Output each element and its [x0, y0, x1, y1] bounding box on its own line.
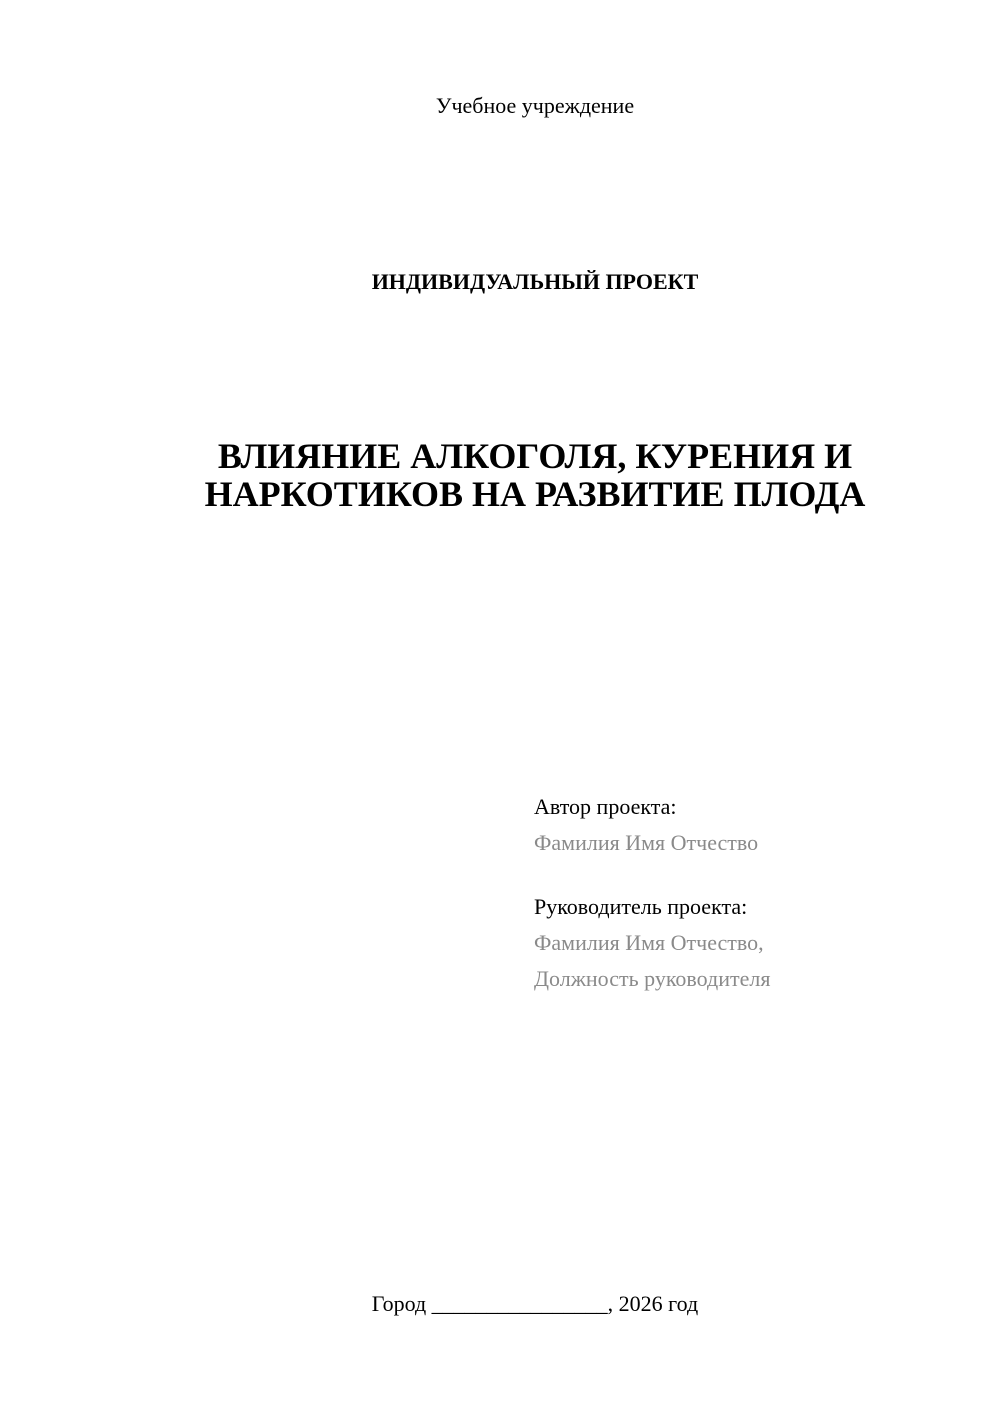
institution-name: Учебное учреждение	[435, 93, 635, 118]
supervisor-name: Фамилия Имя Отчество,	[534, 930, 764, 955]
supervisor-position: Должность руководителя	[534, 966, 771, 991]
project-title-line-1: ВЛИЯНИЕ АЛКОГОЛЯ, КУРЕНИЯ И	[217, 436, 853, 476]
credits-spacer	[534, 861, 974, 889]
author-label: Автор проекта:	[534, 794, 677, 819]
supervisor-label: Руководитель проекта:	[534, 894, 748, 919]
author-name: Фамилия Имя Отчество	[534, 830, 759, 855]
project-title-line-2: НАРКОТИКОВ НА РАЗВИТИЕ ПЛОДА	[204, 474, 866, 514]
project-type-heading: ИНДИВИДУАЛЬНЫЙ ПРОЕКТ	[371, 269, 699, 294]
project-title	[0, 437, 1000, 513]
project-credits	[534, 789, 974, 997]
city-year-footer: Город ________________, 2026 год	[371, 1291, 699, 1316]
